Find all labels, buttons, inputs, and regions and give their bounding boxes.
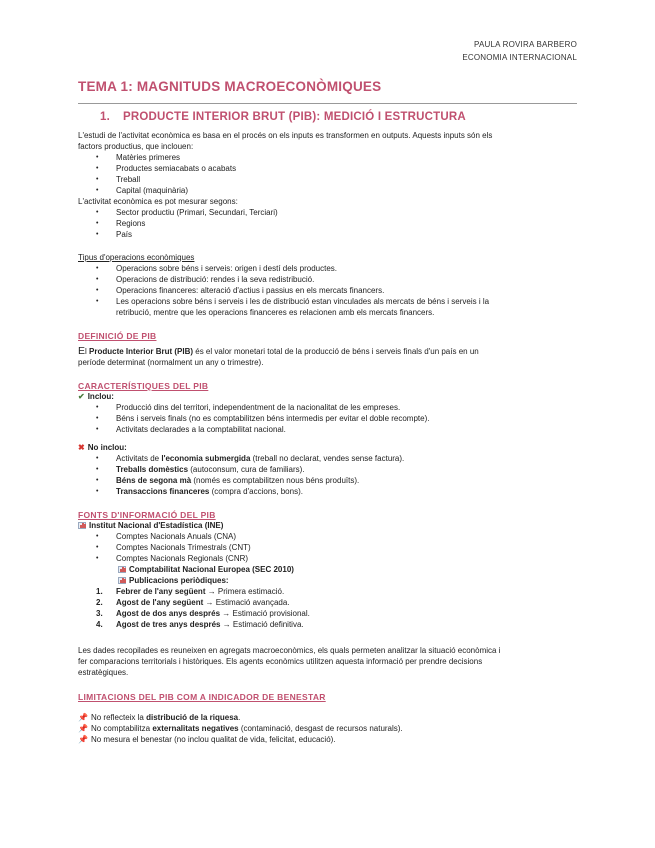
step-number: 1. <box>96 587 103 596</box>
list-item <box>78 564 577 575</box>
includes-label: Inclou: <box>87 392 114 401</box>
l1-pre: No reflecteix la <box>90 713 147 722</box>
operations-list <box>78 263 577 318</box>
step-date: Agost de dos anys després <box>116 609 221 618</box>
list-item <box>78 619 577 630</box>
step-desc: → Estimació provisional. <box>220 609 310 618</box>
periodic-label: Publicacions periòdiques: <box>129 576 229 585</box>
pushpin-icon: 📌 <box>78 735 88 744</box>
list-item: • País <box>78 229 577 240</box>
excludes-label-row <box>78 442 577 453</box>
limitation-3 <box>78 734 577 745</box>
ex3-bold: Béns de segona mà <box>116 476 192 485</box>
definition-heading: DEFINICIÓ DE PIB <box>78 331 157 341</box>
definition-paragraph <box>78 346 577 368</box>
title-divider <box>78 103 577 104</box>
l2-bold: externalitats negatives <box>152 724 239 733</box>
list-item: • Productes semiacabats o acabats <box>78 163 577 174</box>
excludes-label: No inclou: <box>87 443 127 452</box>
def-pre: l <box>85 347 90 356</box>
list-item: • Activitats declarades a la comptabilitat nacional. <box>78 424 577 435</box>
op-last-line-2: retribució, mentre que les operacions financeres es relacionen amb els mercats financers. <box>116 308 435 317</box>
step-date: Febrer de l'any següent <box>116 587 206 596</box>
measure-intro: L'activitat econòmica es pot mesurar segons: <box>78 197 238 206</box>
bar-chart-icon <box>118 566 126 573</box>
section-number: 1. <box>100 111 110 123</box>
l3-text: No mesura el benestar (no inclou qualitat de vida, felicitat, educació). <box>90 735 336 744</box>
l1-rest: . <box>238 713 241 722</box>
list-item: • Operacions financeres: alteració d'actius i passius en els mercats financers. <box>78 285 577 296</box>
list-item: • Sector productiu (Primari, Secundari, Terciari) <box>78 207 577 218</box>
section-title: PRODUCTE INTERIOR BRUT (PIB): MEDICIÓ I ESTRUCTURA <box>123 111 466 123</box>
list-item: • Capital (maquinària) <box>78 185 577 196</box>
list-item: • Operacions sobre béns i serveis: origen i destí dels productes. <box>78 263 577 274</box>
intro-line-2: factors productius, que inclouen: <box>78 142 194 151</box>
bar-chart-icon <box>78 522 86 529</box>
pushpin-icon: 📌 <box>78 713 88 722</box>
factors-list <box>78 152 577 196</box>
ex4-rest: (compra d'accions, bons). <box>209 487 303 496</box>
list-item <box>78 575 577 586</box>
author-name: PAULA ROVIRA BARBERO <box>474 40 577 49</box>
l1-bold: distribució de la riquesa <box>146 713 239 722</box>
pushpin-icon: 📌 <box>78 724 88 733</box>
def-line-2: període determinat (normalment un any o trimestre). <box>78 358 264 367</box>
dropcap: E <box>78 345 86 357</box>
limitation-1 <box>78 712 577 723</box>
list-item <box>78 586 577 597</box>
list-item: • Comptes Nacionals Trimestrals (CNT) <box>78 542 577 553</box>
list-item: • Producció dins del territori, independentment de la nacionalitat de les empreses. <box>78 402 577 413</box>
intro-line-1: L'estudi de l'activitat econòmica es basa en el procés on els inputs es transformen en outputs. Aquests inputs són els <box>78 131 493 140</box>
ex1-bold: l'economia submergida <box>161 454 251 463</box>
list-item <box>78 475 577 486</box>
sources-paragraph <box>78 645 577 678</box>
ine-row <box>78 520 577 531</box>
list-item <box>78 464 577 475</box>
list-item: • Comptes Nacionals Anuals (CNA) <box>78 531 577 542</box>
course-name: ECONOMIA INTERNACIONAL <box>462 53 577 62</box>
step-date: Agost de tres anys després <box>116 620 221 629</box>
includes-label-row <box>78 391 577 402</box>
step-number: 3. <box>96 609 103 618</box>
limitation-2 <box>78 723 577 734</box>
para-line-2: fer comparacions territorials i històriques. Els agents econòmics utilitzen aquesta informació per prendre decisions <box>78 657 483 666</box>
bar-chart-icon <box>118 577 126 584</box>
list-item: • Treball <box>78 174 577 185</box>
accounts-list <box>78 531 577 586</box>
list-item: • Matèries primeres <box>78 152 577 163</box>
list-item <box>78 486 577 497</box>
list-item <box>78 608 577 619</box>
ex2-rest: (autoconsum, cura de familiars). <box>188 465 305 474</box>
step-number: 4. <box>96 620 103 629</box>
list-item <box>78 296 577 318</box>
document-title: TEMA 1: MAGNITUDS MACROECONÒMIQUES <box>78 79 382 94</box>
measures-list <box>78 207 577 240</box>
section-heading <box>78 111 577 123</box>
ex1-rest: (treball no declarat, vendes sense factura). <box>250 454 405 463</box>
estimates-list <box>78 586 577 630</box>
sources-heading: FONTS D'INFORMACIÓ DEL PIB <box>78 510 216 520</box>
excludes-list <box>78 453 577 497</box>
l2-rest: (contaminació, desgast de recursos naturals). <box>238 724 403 733</box>
operations-heading: Tipus d'operacions econòmiques <box>78 253 195 262</box>
list-item: • Comptes Nacionals Regionals (CNR) <box>78 553 577 564</box>
step-desc: → Estimació avançada. <box>203 598 290 607</box>
list-item <box>78 597 577 608</box>
ex2-bold: Treballs domèstics <box>116 465 189 474</box>
step-number: 2. <box>96 598 103 607</box>
def-rest: és el valor monetari total de la producció de béns i serveis finals d'un país en un <box>193 347 479 356</box>
ine-label: Institut Nacional d'Estadística (INE) <box>89 521 224 530</box>
para-line-3: estratègiques. <box>78 668 129 677</box>
sec-label: Comptabilitat Nacional Europea (SEC 2010) <box>129 565 294 574</box>
op-last-line-1: Les operacions sobre béns i serveis i les de distribució estan vinculades als mercats de béns i serveis i la <box>116 297 490 306</box>
list-item: • Béns i serveis finals (no es comptabilitzen béns intermedis per evitar el doble recompte). <box>78 413 577 424</box>
ex3-rest: (només es comptabilitzen nous béns produïts). <box>191 476 360 485</box>
ex4-bold: Transaccions financeres <box>116 487 210 496</box>
list-item <box>78 453 577 464</box>
ex1-pre: Activitats de <box>116 454 162 463</box>
characteristics-heading: CARACTERÍSTIQUES DEL PIB <box>78 381 209 391</box>
intro-paragraph <box>78 130 577 152</box>
list-item: • Regions <box>78 218 577 229</box>
def-term: Producte Interior Brut (PIB) <box>89 347 194 356</box>
includes-list <box>78 402 577 435</box>
step-desc: → Estimació definitiva. <box>220 620 304 629</box>
list-item: • Operacions de distribució: rendes i la seva redistribució. <box>78 274 577 285</box>
page-header <box>78 38 577 64</box>
para-line-1: Les dades recopilades es reuneixen en agregats macroeconòmics, els quals permeten analitzar la situació econòmica i <box>78 646 501 655</box>
step-date: Agost de l'any següent <box>116 598 204 607</box>
cross-mark-icon: ✖ <box>78 443 85 452</box>
check-mark-icon: ✔ <box>78 392 85 401</box>
l2-pre: No comptabilitza <box>90 724 153 733</box>
limitations-heading: LIMITACIONS DEL PIB COM A INDICADOR DE BENESTAR <box>78 692 326 702</box>
step-desc: → Primera estimació. <box>205 587 285 596</box>
